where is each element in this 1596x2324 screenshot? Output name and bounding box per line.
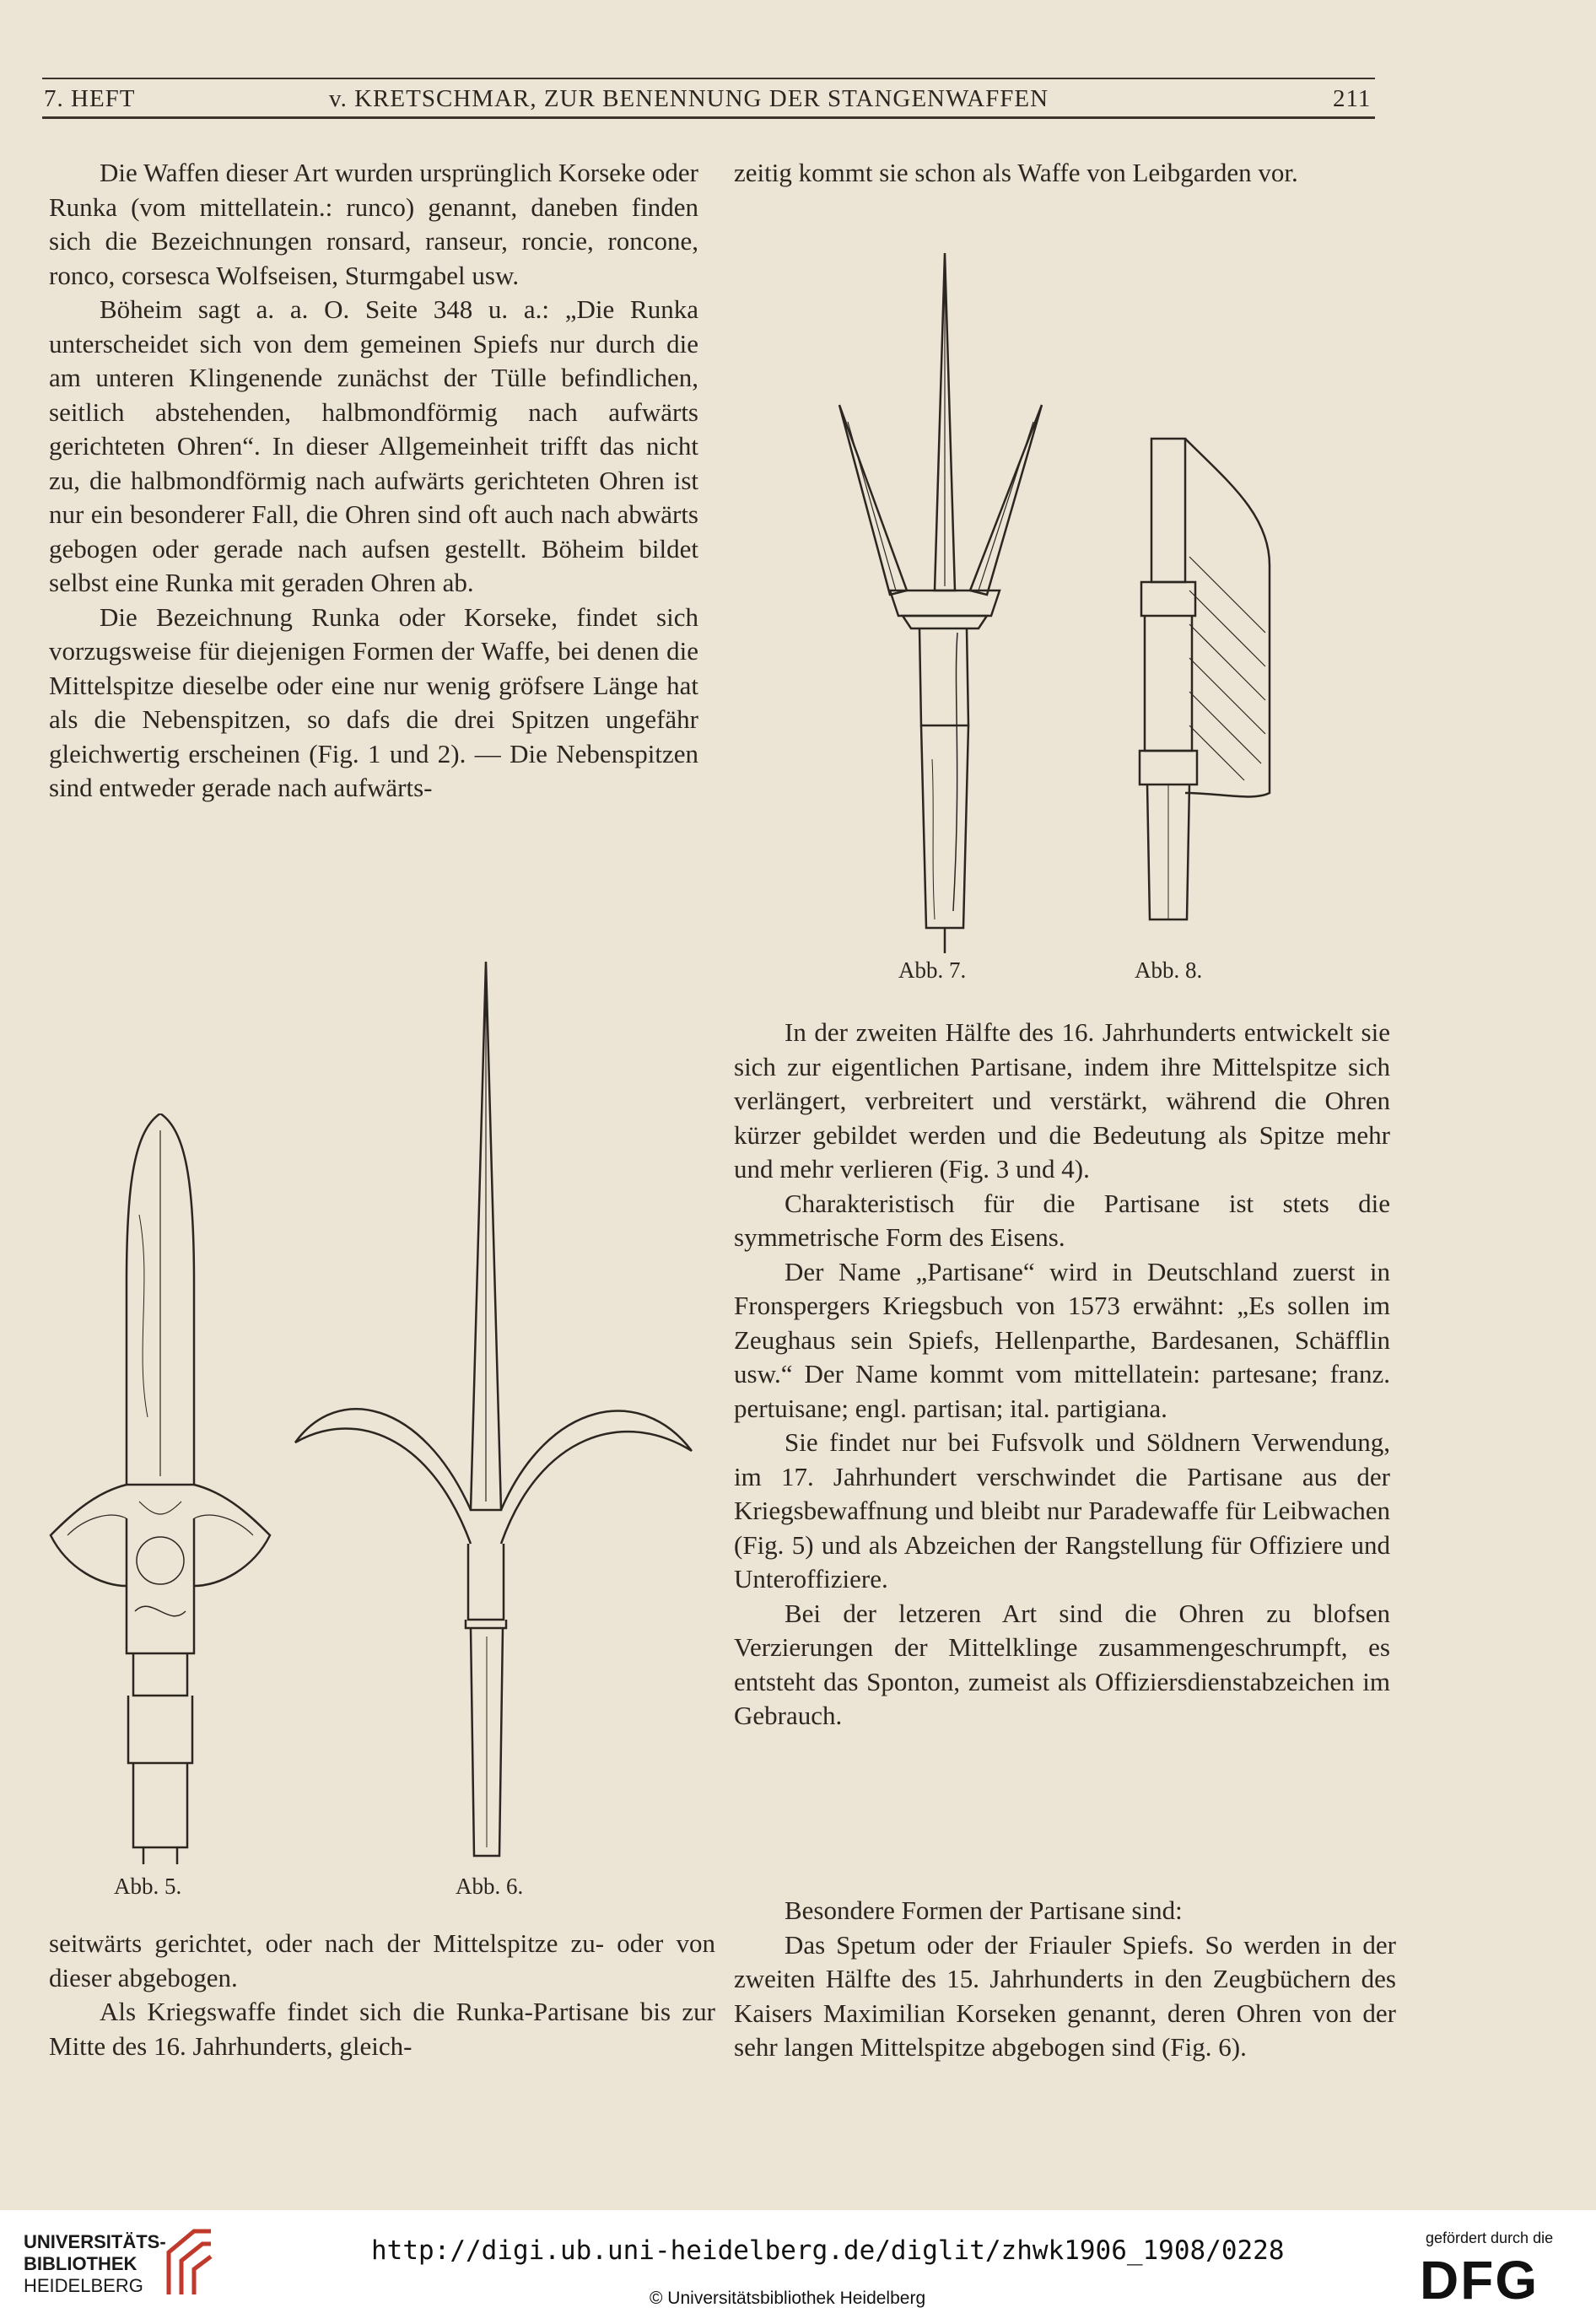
paragraph: Charakteristisch für die Partisane ist stets die symmetrische Form des Eisens. [734, 1188, 1390, 1252]
paragraph: Das Spetum oder der Friauler Spiefs. So werden in der zweiten Hälfte des 15. Jahrhunderts in den Zeugbüchern des Kaisers Maximilian Korseken genannt, deren Ohren von der sehr langen Mittelspitze abgebogen sind (Fig. 6). [734, 1929, 1396, 2062]
caption-abb8: Abb. 8. [1135, 957, 1203, 983]
paragraph: In der zweiten Hälfte des 16. Jahrhunderts entwickelt sie sich zur eigentlichen Partisane, indem ihre Mittelspitze sich verlängert, verbreitert und verstärkt, während die Ohren kürzer gebildet werden und die Bedeutung als Spitze mehr und mehr verlieren (Fig. 3 und 4). [734, 1017, 1390, 1184]
paragraph: Sie findet nur bei Fufsvolk und Söldnern Verwendung, im 17. Jahrhundert verschwindet die Partisane aus der Kriegsbewaffnung und bleibt nur Paradewaffe für Leibwachen (Fig. 5) und als Abzeichen der Rangstellung für Offiziere und Unteroffiziere. [734, 1427, 1390, 1593]
issue-label: 7. HEFT [44, 85, 136, 112]
paragraph: seitwärts gerichtet, oder nach der Mittelspitze zu- oder von dieser abgebogen. [49, 1928, 715, 1992]
left-column-bottom [49, 1927, 715, 2063]
ub-heidelberg-logo[interactable] [24, 2231, 166, 2297]
logo-line-1: UNIVERSITÄTS- [24, 2231, 166, 2252]
paragraph: zeitig kommt sie schon als Waffe von Leibgarden vor. [734, 158, 1298, 187]
page-number: 211 [1333, 85, 1372, 112]
paragraph: Die Bezeichnung Runka oder Korseke, findet sich vorzugsweise für diejenigen Formen der Waffe, bei denen die Mittelspitze dieselbe oder eine nur wenig gröfsere Länge hat als die Nebenspitzen, so dafs die drei Spitzen ungefähr gleichwertig erscheinen (Fig. 1 und 2). — Die Nebenspitzen sind entweder gerade nach aufwärts- [49, 601, 698, 802]
permalink-url[interactable]: http://digi.ub.uni-heidelberg.de/diglit/zhwk1906_1908/0228 [371, 2235, 1285, 2266]
paragraph: Die Waffen dieser Art wurden ursprünglich Korseke oder Runka (vom mittellatein.: runco) genannt, daneben finden sich die Bezeichnungen ronsard, ranseur, roncie, roncone, ronco, corsesca Wolfseisen, Sturmgabel usw. [49, 158, 699, 290]
caption-abb5: Abb. 5. [114, 1874, 182, 1899]
right-column-bottom [734, 1894, 1396, 2065]
figure-abb5-partisan [34, 1113, 287, 1864]
copyright-notice: © Universitätsbibliothek Heidelberg [650, 2289, 926, 2308]
paragraph: Bei der letzeren Art sind die Ohren zu blofsen Verzierungen der Mittelklinge zusammengeschrumpft, es entsteht das Sponton, zumeist als Offiziersdienstabzeichen im Gebrauch. [734, 1598, 1390, 1730]
logo-line-3: HEIDELBERG [24, 2275, 143, 2296]
paragraph: Böheim sagt a. a. O. Seite 348 u. a.: „Die Runka unterscheidet sich von dem gemeinen Spiefs nur durch die am unteren Klingenende zunächst der Tülle befindlichen, seitlich abstehenden, halbmondförmig nach aufwärts gerichteten Ohren“. In dieser Allgemeinheit trifft das nicht zu, die halbmondförmig nach aufwärts gerichteten Ohren ist nur ein besonderer Fall, die Ohren sind oft auch nach abwärts gebogen oder gerade nach aufsen gestellt. Böheim bildet selbst eine Runka mit geraden Ohren ab. [49, 294, 698, 597]
figure-abb7-spetum [827, 253, 1063, 953]
header-rule-top [42, 78, 1375, 79]
running-title: v. KRETSCHMAR, ZUR BENENNUNG DER STANGENWAFFEN [329, 85, 1049, 112]
logo-line-2: BIBLIOTHEK [24, 2253, 137, 2274]
left-column-top [49, 156, 698, 806]
paragraph: Besondere Formen der Partisane sind: [785, 1895, 1183, 1925]
right-column-top [734, 156, 1390, 191]
caption-abb6: Abb. 6. [456, 1874, 524, 1899]
dfg-logo[interactable]: DFG [1420, 2250, 1539, 2311]
figure-abb8-halberd [1126, 430, 1295, 936]
funding-label: gefördert durch die [1426, 2230, 1554, 2246]
figure-abb6-korseke [287, 962, 709, 1873]
paragraph: Als Kriegswaffe findet sich die Runka-Partisane bis zur Mitte des 16. Jahrhunderts, gleich- [49, 1997, 715, 2061]
caption-abb7: Abb. 7. [898, 957, 967, 983]
ub-mark-icon [160, 2227, 219, 2303]
header-rule-bottom [42, 116, 1375, 119]
paragraph: Der Name „Partisane“ wird in Deutschland zuerst in Fronspergers Kriegsbuch von 1573 erwähnt: „Es sollen im Zeughaus sein Spiefs, Hellenparthe, Bardesanen, Schäfflin usw.“ Der Name kommt vom mittellatein: partesane; franz. pertuisane; engl. partisan; ital. partigiana. [734, 1256, 1390, 1423]
right-column-middle [734, 1016, 1390, 1734]
